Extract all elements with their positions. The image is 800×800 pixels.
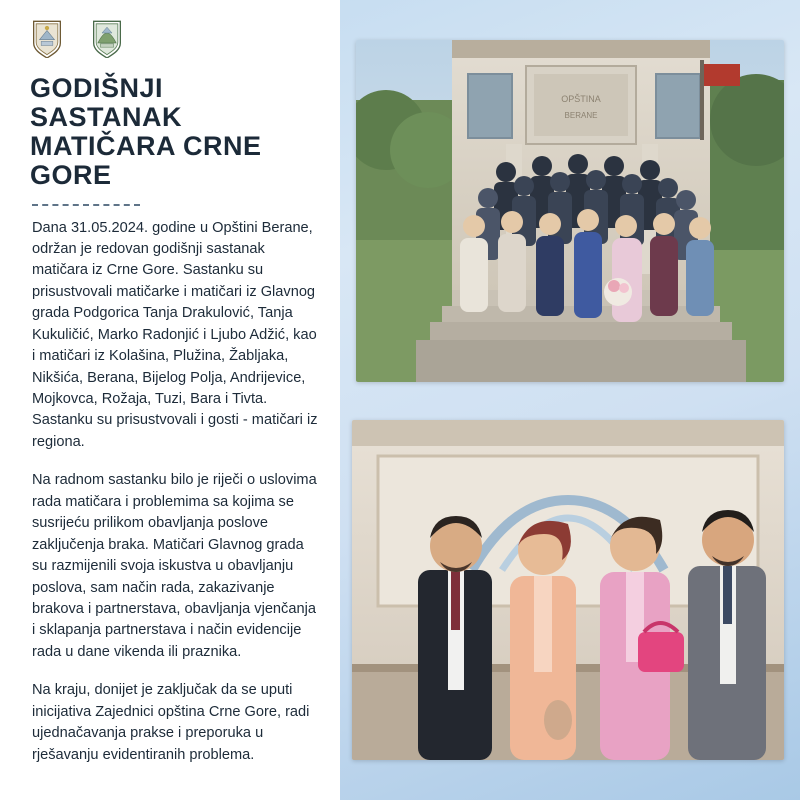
- article-body: [32, 218, 318, 767]
- text-card: [0, 0, 340, 800]
- title-divider: [32, 204, 140, 206]
- group-photo-on-steps: [356, 40, 784, 382]
- svg-text:OPŠTINA: OPŠTINA: [561, 94, 601, 104]
- person-2: [510, 521, 576, 760]
- svg-text:BERANE: BERANE: [564, 111, 598, 120]
- four-people-photo-graphic: [352, 420, 784, 760]
- coat-of-arms-montenegro-icon: [90, 18, 124, 58]
- crest-row: [24, 18, 318, 60]
- group-photo-graphic: [356, 40, 784, 382]
- coat-of-arms-podgorica-icon: [30, 18, 64, 58]
- four-people-photo-indoors: [352, 420, 784, 760]
- paragraph-2: Na radnom sastanku bilo je riječi o uslovima rada matičara i problemima sa kojima se susrijeću prilikom obavljanja poslove zaključenja braka. Matičari Glavnog grada su razmijenili svoja iskustva u obavljanju poslova, sam način rada, zakazivanje brakova i partnerstava, obavljanja vjenčanja i sklapanja partnerstava i način evidencije rada u dane vikenda ili praznika.: [32, 472, 317, 660]
- page-title: GODIŠNJI SASTANAK MATIČARA CRNE GORE: [30, 73, 262, 190]
- paragraph-3: Na kraju, donijet je zaključak da se uputi inicijativa Zajednici opština Crne Gore, radi ujednačavanja prakse i preporuka u rješavanju evidentiranih problema.: [32, 682, 310, 763]
- paragraph-1: Dana 31.05.2024. godine u Opštini Berane, održan je redovan godišnji sastanak matičara iz Crne Gore. Sastanku su prisustvovali matičarke i matičari iz Glavnog grada Podgorica Tanja Drakulović, Tanja Kukuličić, Marko Radonjić i Ljubo Adžić, kao i matičari iz Kolašina, Plužina, Žabljaka, Nikšića, Berana, Bijelog Polja, Andrijevice, Mojkovca, Rožaja, Tuzi, Bara i Tivta. Sastanku su prisustvovali i gosti - matičari iz regiona.: [32, 219, 318, 450]
